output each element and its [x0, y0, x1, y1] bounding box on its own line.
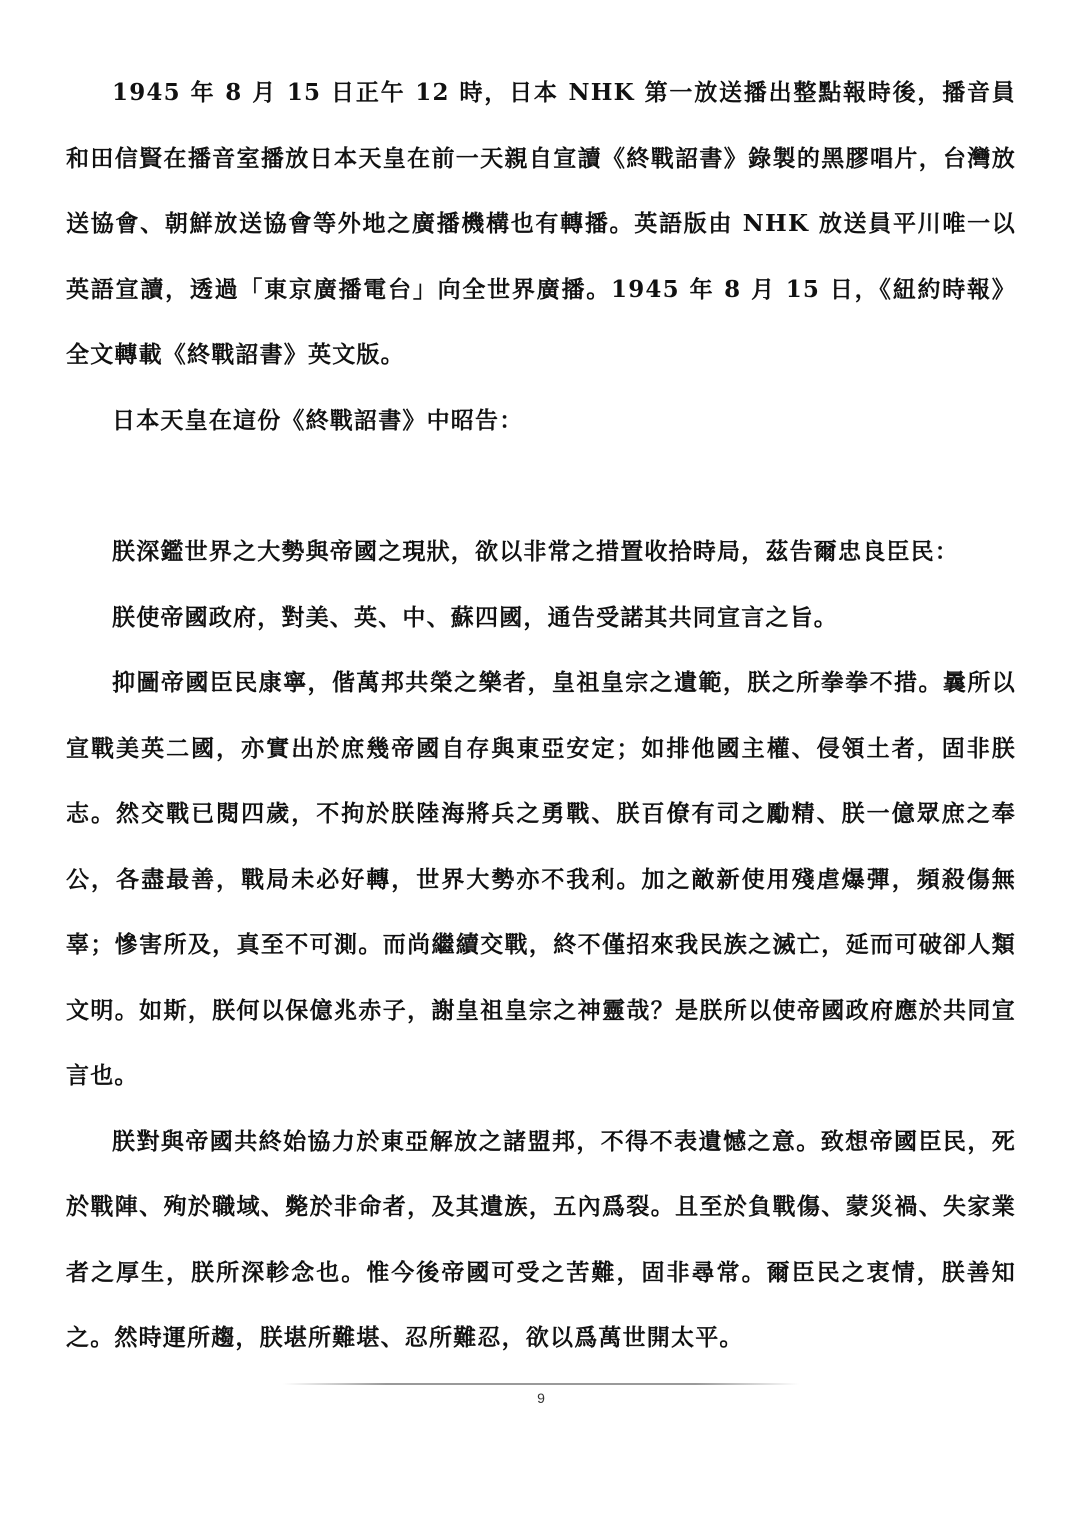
rescript-paragraph: 朕對與帝國共終始協力於東亞解放之諸盟邦，不得不表遺憾之意。致想帝國臣民，死於戰陣、殉於職域、斃於非命者，及其遺族，五內爲裂。且至於負戰傷、蒙災禍、失家業者之厚生，朕所深軫念也。惟今後帝國可受之苦難，固非尋常。爾臣民之衷情，朕善知之。然時運所趨，朕堪所難堪、忍所難忍，欲以爲萬世開太平。 [66, 1127, 1016, 1351]
rescript-paragraph: 朕使帝國政府，對美、英、中、蘇四國，通告受諾其共同宣言之旨。 [112, 603, 838, 631]
rescript-paragraph: 朕深鑑世界之大勢與帝國之現狀，欲以非常之措置收拾時局，茲告爾忠良臣民： [112, 538, 959, 565]
rescript-paragraph: 抑圖帝國臣民康寧，偕萬邦共榮之樂者，皇祖皇宗之遺範，朕之所拳拳不措。曩所以宣戰美英二國，亦實出於庶幾帝國自存與東亞安定；如排他國主權、侵領土者，固非朕志。然交戰已閱四歲，不拘於朕陸海將兵之勇戰、朕百僚有司之勵精、朕一億眾庶之奉公，各盡最善，戰局未必好轉，世界大勢亦不我利。加之敵新使用殘虐爆彈，頻殺傷無辜；慘害所及，真至不可測。而尚繼續交戰，終不僅招來我民族之滅亡，延而可破卻人類文明。如斯，朕何以保億兆赤子，謝皇祖皇宗之神靈哉？是朕所以使帝國政府應於共同宣言也。 [66, 669, 1016, 1089]
intro-proclamation-line: 日本天皇在這份《終戰詔書》中昭告： [112, 406, 524, 434]
intro-paragraph: 1945 年 8 月 15 日正午 12 時，日本 NHK 第一放送播出整點報時後，播音員和田信賢在播音室播放日本天皇在前一天親自宣讀《終戰詔書》錄製的黑膠唱片，台灣放送協會、朝鮮放送協會等外地之廣播機構也有轉播。英語版由 NHK 放送員平川唯一以英語宣讀，透過「東京廣播電台」向全世界廣播。1945 年 8 月 15 日，《紐約時報》全文轉載《終戰詔書》英文版。 [66, 79, 1016, 368]
page-number: 9 [537, 1390, 545, 1406]
footer-divider [283, 1383, 799, 1385]
intro-section [66, 60, 1016, 453]
rescript-quote-section [66, 519, 1016, 1371]
